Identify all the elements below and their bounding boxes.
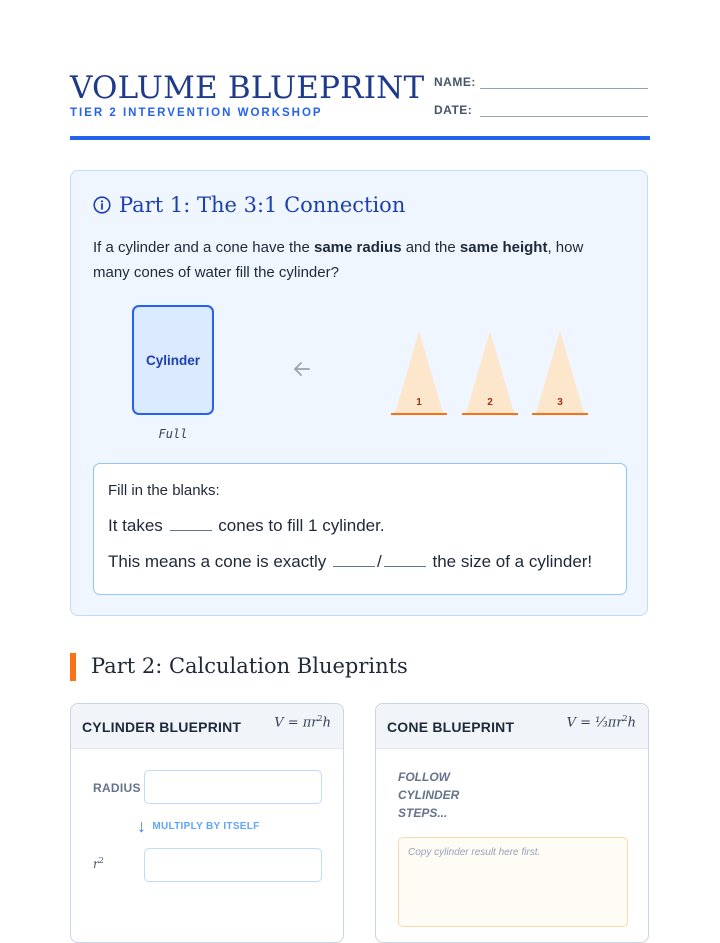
worksheet-header [70,70,650,142]
radius-input[interactable] [144,770,322,804]
info-icon [93,196,111,214]
part2-accent-bar [70,653,76,681]
date-line[interactable] [480,102,648,117]
card-title: CONE BLUEPRINT [387,719,515,735]
name-field[interactable] [434,74,648,89]
part1-title: Part 1: The 3:1 Connection [119,193,406,217]
part1-question: If a cylinder and a cone have the same radius and the same height, how many cones of water fill the cylinder? [93,239,584,281]
card-header [376,704,648,749]
r-squared-input[interactable] [144,848,322,882]
date-field[interactable] [434,102,648,117]
part2-title: Part 2: Calculation Blueprints [91,654,408,678]
cone-2 [462,329,518,417]
radius-label: RADIUS [93,781,141,795]
numerator-blank[interactable] [333,556,375,567]
follow-steps-note: FOLLOW CYLINDER STEPS... [398,770,460,820]
multiply-step: ↓ MULTIPLY BY ITSELF [137,816,260,836]
part1-header [93,193,405,217]
header-rule [70,136,650,140]
cone-blueprint-card [375,703,649,943]
cylinder-blueprint-card [70,703,344,943]
cone-3 [532,329,588,417]
blanks-line-1: It takes cones to fill 1 cylinder. [108,516,385,535]
card-header [71,704,343,749]
cylinder-diagram [132,305,214,415]
blanks-heading: Fill in the blanks: [108,482,220,499]
r-squared-label: $r^2$ [93,856,104,871]
card-title: CYLINDER BLUEPRINT [82,719,242,735]
page-title: VOLUME BLUEPRINT [70,70,425,106]
cone-1 [391,329,447,417]
name-label: NAME: [434,75,476,89]
denominator-blank[interactable] [384,556,426,567]
cylinder-label: Cylinder [145,352,200,368]
fill-in-blanks-box [93,463,627,595]
part1-panel [70,170,648,616]
arrow-down-icon: ↓ [137,816,147,836]
cylinder-caption: Full [158,427,188,441]
cone-formula: $V = \frac{1}{3}\pi r^2h$ [566,714,636,731]
copy-result-input[interactable] [398,837,628,927]
cone-count-blank[interactable] [170,520,212,531]
cone-number: 3 [557,397,563,408]
copy-placeholder: Copy cylinder result here first. [408,847,541,858]
cone-number: 2 [487,397,493,408]
name-line[interactable] [480,74,648,89]
blanks-line-2: This means a cone is exactly / the size of a cylinder! [108,552,593,571]
page-subtitle: TIER 2 INTERVENTION WORKSHOP [70,107,323,119]
arrow-left-icon [293,361,311,377]
date-label: DATE: [434,103,473,117]
cone-number: 1 [416,397,422,408]
cylinder-formula: $V = \pi r^2h$ [274,714,331,731]
